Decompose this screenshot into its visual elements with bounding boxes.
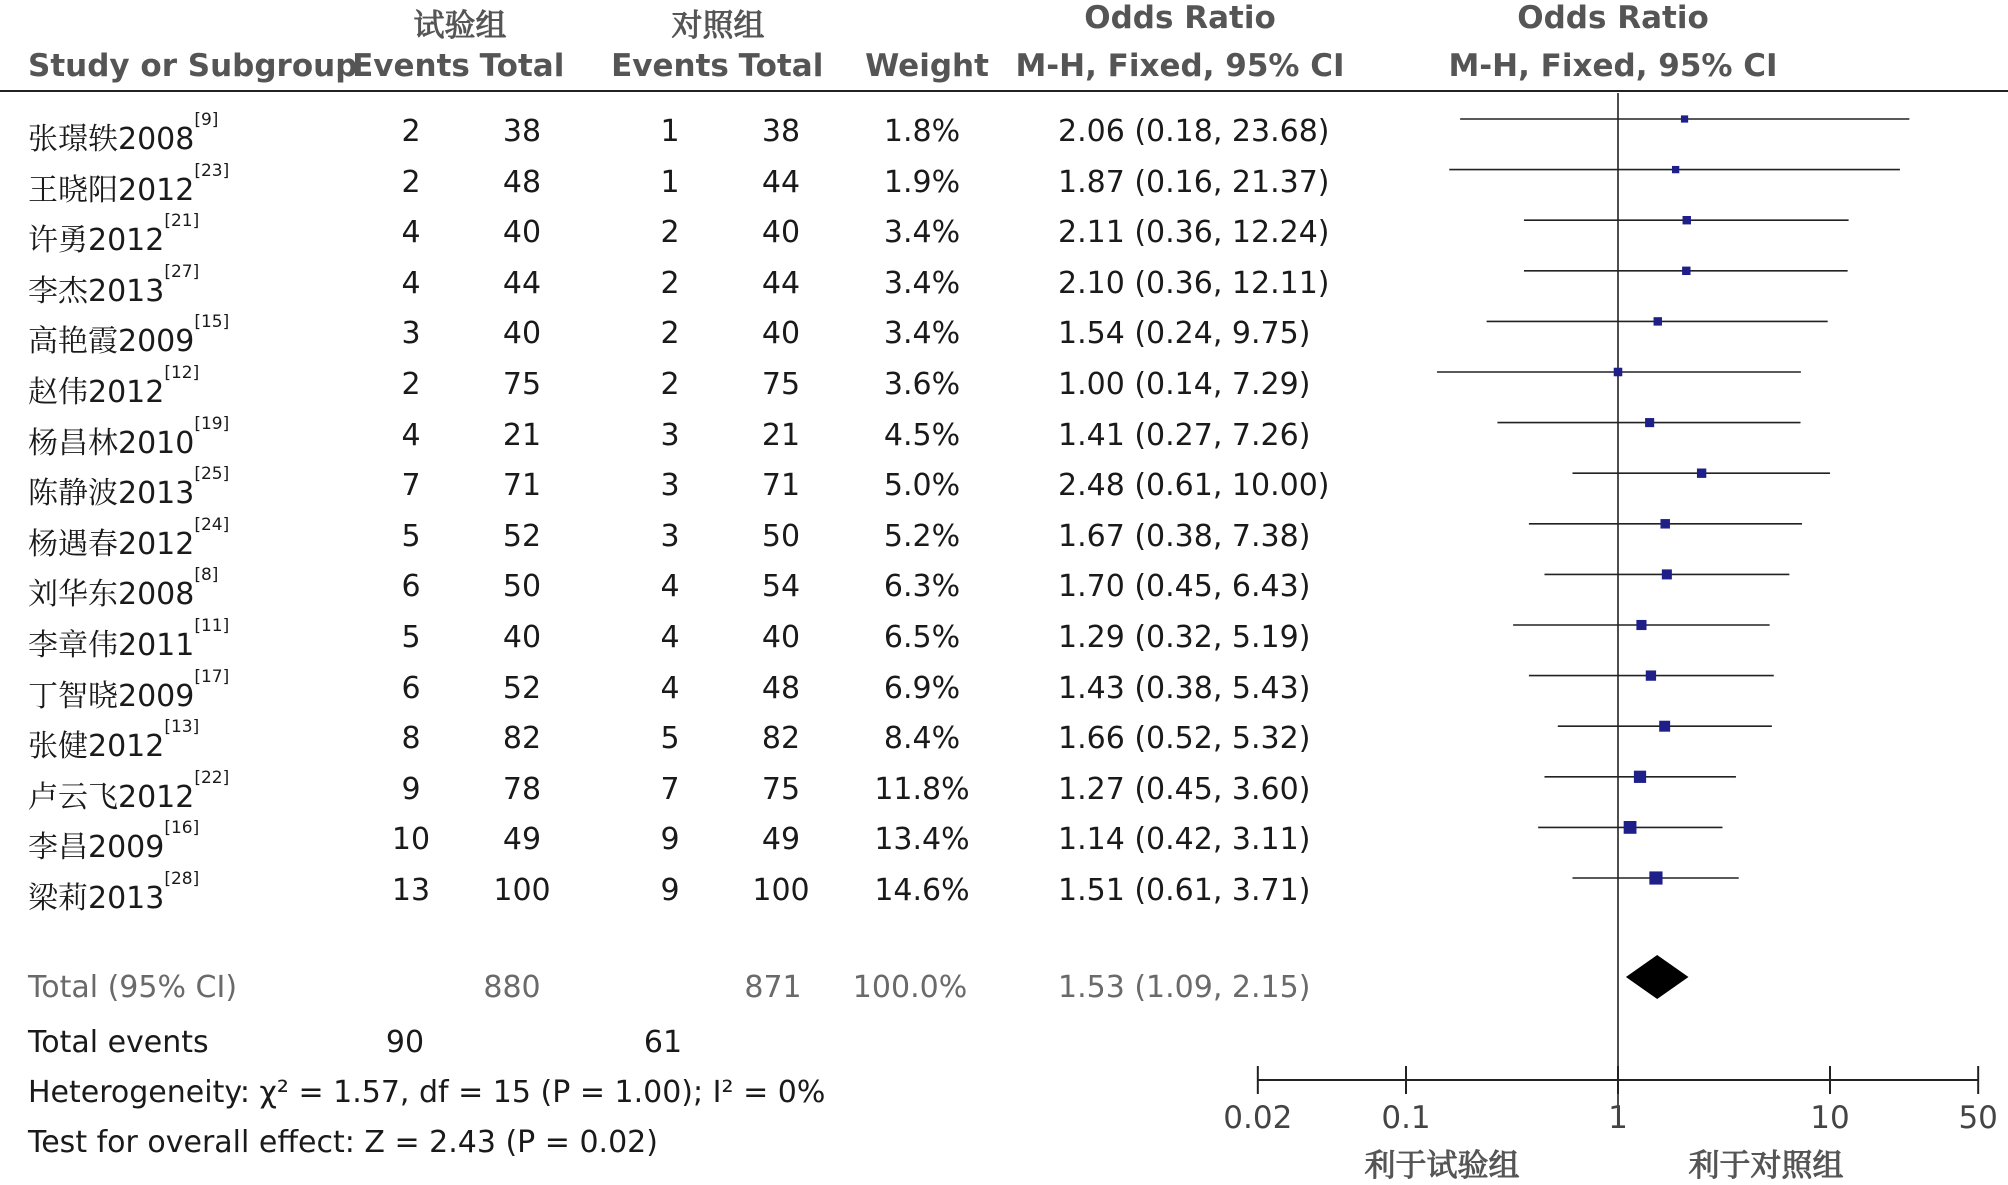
ctrl-total-cell: 49 — [761, 822, 801, 857]
study-reference: [17] — [194, 667, 230, 687]
ctrl-events-cell: 1 — [660, 165, 680, 200]
weight-cell: 5.2% — [883, 519, 961, 554]
ctrl-events-cell: 3 — [660, 418, 680, 453]
study-marker — [1662, 569, 1672, 579]
ci-text-cell: 1.00 (0.14, 7.29) — [1058, 367, 1311, 402]
ctrl-total-cell: 50 — [761, 519, 801, 554]
weight-cell: 6.3% — [883, 569, 961, 604]
axis-tick-label: 50 — [1958, 1100, 1998, 1136]
exp-events-cell: 5 — [401, 620, 421, 655]
group-header-control: 对照组 — [671, 8, 765, 44]
exp-events-cell: 10 — [391, 822, 431, 857]
total-events-label: Total events — [28, 1025, 209, 1060]
ctrl-total-cell: 44 — [761, 266, 801, 301]
total-exp-total: 880 — [483, 970, 541, 1005]
ci-text-cell: 1.54 (0.24, 9.75) — [1058, 316, 1311, 351]
or-column-title: Odds Ratio — [1084, 0, 1276, 36]
ci-text-cell: 1.66 (0.52, 5.32) — [1058, 721, 1311, 756]
favours-experimental-label: 利于试验组 — [1364, 1148, 1520, 1184]
exp-events-cell: 3 — [401, 316, 421, 351]
exp-total-cell: 21 — [502, 418, 542, 453]
ctrl-events-cell: 9 — [660, 873, 680, 908]
study-marker — [1614, 368, 1623, 377]
ci-text-cell: 1.70 (0.45, 6.43) — [1058, 569, 1311, 604]
exp-total-cell: 71 — [502, 468, 542, 503]
ci-text-cell: 1.51 (0.61, 3.71) — [1058, 873, 1311, 908]
total-events-ctrl: 61 — [643, 1025, 683, 1060]
weight-cell: 1.9% — [883, 165, 961, 200]
exp-events-cell: 9 — [401, 772, 421, 807]
weight-cell: 4.5% — [883, 418, 961, 453]
study-label: 李昌2009 — [28, 830, 165, 865]
favours-control-label: 利于对照组 — [1688, 1148, 1844, 1184]
total-ci-text: 1.53 (1.09, 2.15) — [1058, 970, 1311, 1005]
study-reference: [16] — [164, 818, 200, 838]
exp-total-cell: 52 — [502, 519, 542, 554]
heterogeneity-text: Heterogeneity: χ² = 1.57, df = 15 (P = 1.00); I² = 0% — [28, 1075, 826, 1110]
study-label: 王晓阳2012 — [28, 173, 195, 208]
study-label: 刘华东2008 — [28, 577, 195, 612]
ctrl-total-cell: 71 — [761, 468, 801, 503]
study-label: 陈静波2013 — [28, 476, 195, 511]
total-weight: 100.0% — [852, 970, 968, 1005]
weight-cell: 8.4% — [883, 721, 961, 756]
study-marker — [1645, 418, 1654, 427]
exp-events-cell: 7 — [401, 468, 421, 503]
exp-total-cell: 82 — [502, 721, 542, 756]
exp-total-cell: 38 — [502, 114, 542, 149]
axis-tick-label: 0.02 — [1223, 1100, 1293, 1136]
study-reference: [15] — [194, 312, 230, 332]
study-marker — [1683, 216, 1691, 224]
study-marker — [1646, 670, 1656, 680]
axis-tick-label: 0.1 — [1381, 1100, 1431, 1136]
ctrl-events-cell: 2 — [660, 215, 680, 250]
group-header-experimental: 试验组 — [413, 8, 507, 44]
exp-total-cell: 48 — [502, 165, 542, 200]
ctrl-events-cell: 4 — [660, 671, 680, 706]
exp-total-cell: 40 — [502, 316, 542, 351]
study-reference: [9] — [194, 110, 219, 130]
ctrl-events-cell: 4 — [660, 569, 680, 604]
ctrl-total-cell: 82 — [761, 721, 801, 756]
exp-total-cell: 52 — [502, 671, 542, 706]
ctrl-events-cell: 2 — [660, 266, 680, 301]
weight-cell: 6.9% — [883, 671, 961, 706]
study-reference: [21] — [164, 211, 200, 231]
study-marker — [1636, 620, 1646, 630]
or-method-header: M-H, Fixed, 95% CI — [1015, 48, 1345, 84]
study-label: 杨昌林2010 — [28, 426, 195, 461]
study-marker — [1672, 166, 1679, 173]
exp-events-cell: 2 — [401, 114, 421, 149]
exp-total-cell: 75 — [502, 367, 542, 402]
study-label: 张健2012 — [28, 729, 165, 764]
weight-cell: 13.4% — [874, 822, 970, 857]
ctrl-events-cell: 4 — [660, 620, 680, 655]
study-marker — [1624, 821, 1637, 834]
study-label: 丁智晓2009 — [28, 679, 195, 714]
exp-total-cell: 50 — [502, 569, 542, 604]
weight-cell: 14.6% — [874, 873, 970, 908]
ctrl-total-cell: 48 — [761, 671, 801, 706]
study-reference: [8] — [194, 565, 219, 585]
ctrl-total-cell: 40 — [761, 215, 801, 250]
exp-total-header: Total — [479, 48, 565, 84]
weight-cell: 1.8% — [883, 114, 961, 149]
total-label: Total (95% CI) — [28, 970, 238, 1005]
exp-total-cell: 40 — [502, 620, 542, 655]
exp-events-cell: 2 — [401, 367, 421, 402]
study-marker — [1697, 469, 1706, 478]
ctrl-events-header: Events — [611, 48, 729, 84]
ci-text-cell: 1.87 (0.16, 21.37) — [1058, 165, 1330, 200]
study-label: 高艳霞2009 — [28, 324, 195, 359]
study-label: 李杰2013 — [28, 274, 165, 309]
study-marker — [1654, 317, 1662, 325]
ctrl-total-cell: 100 — [752, 873, 810, 908]
study-marker — [1634, 771, 1646, 783]
ctrl-events-cell: 2 — [660, 367, 680, 402]
ci-text-cell: 2.06 (0.18, 23.68) — [1058, 114, 1330, 149]
study-reference: [25] — [194, 464, 230, 484]
weight-cell: 3.6% — [883, 367, 961, 402]
exp-events-cell: 8 — [401, 721, 421, 756]
total-ctrl-total: 871 — [744, 970, 802, 1005]
exp-total-cell: 49 — [502, 822, 542, 857]
plot-title: Odds Ratio — [1517, 0, 1709, 36]
study-marker — [1649, 871, 1662, 884]
ctrl-events-cell: 3 — [660, 519, 680, 554]
ctrl-total-cell: 54 — [761, 569, 801, 604]
axis-tick-label: 1 — [1608, 1100, 1628, 1136]
study-reference: [11] — [194, 616, 230, 636]
pooled-diamond — [1626, 955, 1689, 999]
ctrl-total-cell: 44 — [761, 165, 801, 200]
exp-events-cell: 6 — [401, 671, 421, 706]
ci-text-cell: 1.29 (0.32, 5.19) — [1058, 620, 1311, 655]
exp-total-cell: 40 — [502, 215, 542, 250]
study-label: 梁莉2013 — [28, 881, 165, 916]
study-label: 卢云飞2012 — [28, 780, 195, 815]
weight-cell: 6.5% — [883, 620, 961, 655]
weight-header: Weight — [865, 48, 989, 84]
ctrl-total-cell: 75 — [761, 772, 801, 807]
weight-cell: 3.4% — [883, 316, 961, 351]
study-reference: [23] — [194, 161, 230, 181]
study-reference: [12] — [164, 363, 200, 383]
ctrl-total-header: Total — [738, 48, 824, 84]
ci-text-cell: 1.43 (0.38, 5.43) — [1058, 671, 1311, 706]
weight-cell: 11.8% — [874, 772, 970, 807]
study-marker — [1660, 519, 1669, 528]
study-label: 张璟轶2008 — [28, 122, 195, 157]
ci-text-cell: 1.14 (0.42, 3.11) — [1058, 822, 1311, 857]
ctrl-events-cell: 7 — [660, 772, 680, 807]
ci-text-cell: 1.41 (0.27, 7.26) — [1058, 418, 1311, 453]
ctrl-events-cell: 5 — [660, 721, 680, 756]
ci-text-cell: 2.10 (0.36, 12.11) — [1058, 266, 1330, 301]
exp-events-cell: 13 — [391, 873, 431, 908]
ctrl-total-cell: 38 — [761, 114, 801, 149]
ci-text-cell: 1.67 (0.38, 7.38) — [1058, 519, 1311, 554]
exp-events-header: Events — [352, 48, 470, 84]
ctrl-total-cell: 40 — [761, 620, 801, 655]
study-reference: [24] — [194, 515, 230, 535]
ctrl-total-cell: 40 — [761, 316, 801, 351]
weight-cell: 3.4% — [883, 215, 961, 250]
study-reference: [28] — [164, 869, 200, 889]
study-marker — [1682, 267, 1690, 275]
study-reference: [13] — [164, 717, 200, 737]
study-reference: [19] — [194, 414, 230, 434]
ctrl-total-cell: 21 — [761, 418, 801, 453]
study-label: 李章伟2011 — [28, 628, 195, 663]
ctrl-events-cell: 3 — [660, 468, 680, 503]
study-marker — [1681, 115, 1688, 122]
ci-text-cell: 2.11 (0.36, 12.24) — [1058, 215, 1330, 250]
study-reference: [22] — [194, 768, 230, 788]
study-marker — [1659, 721, 1670, 732]
study-label: 杨遇春2012 — [28, 527, 195, 562]
exp-events-cell: 5 — [401, 519, 421, 554]
overall-effect-text: Test for overall effect: Z = 2.43 (P = 0.02) — [28, 1125, 658, 1160]
plot-method-header: M-H, Fixed, 95% CI — [1448, 48, 1778, 84]
axis-tick-label: 10 — [1810, 1100, 1850, 1136]
ctrl-events-cell: 1 — [660, 114, 680, 149]
weight-cell: 3.4% — [883, 266, 961, 301]
exp-events-cell: 2 — [401, 165, 421, 200]
ctrl-events-cell: 2 — [660, 316, 680, 351]
exp-events-cell: 6 — [401, 569, 421, 604]
study-column-header: Study or Subgroup — [28, 48, 358, 84]
exp-total-cell: 44 — [502, 266, 542, 301]
total-events-exp: 90 — [385, 1025, 425, 1060]
exp-total-cell: 78 — [502, 772, 542, 807]
ctrl-events-cell: 9 — [660, 822, 680, 857]
ctrl-total-cell: 75 — [761, 367, 801, 402]
exp-events-cell: 4 — [401, 266, 421, 301]
study-label: 许勇2012 — [28, 223, 165, 258]
exp-total-cell: 100 — [493, 873, 551, 908]
exp-events-cell: 4 — [401, 215, 421, 250]
exp-events-cell: 4 — [401, 418, 421, 453]
study-reference: [27] — [164, 262, 200, 282]
study-label: 赵伟2012 — [28, 375, 165, 410]
ci-text-cell: 1.27 (0.45, 3.60) — [1058, 772, 1311, 807]
ci-text-cell: 2.48 (0.61, 10.00) — [1058, 468, 1330, 503]
weight-cell: 5.0% — [883, 468, 961, 503]
